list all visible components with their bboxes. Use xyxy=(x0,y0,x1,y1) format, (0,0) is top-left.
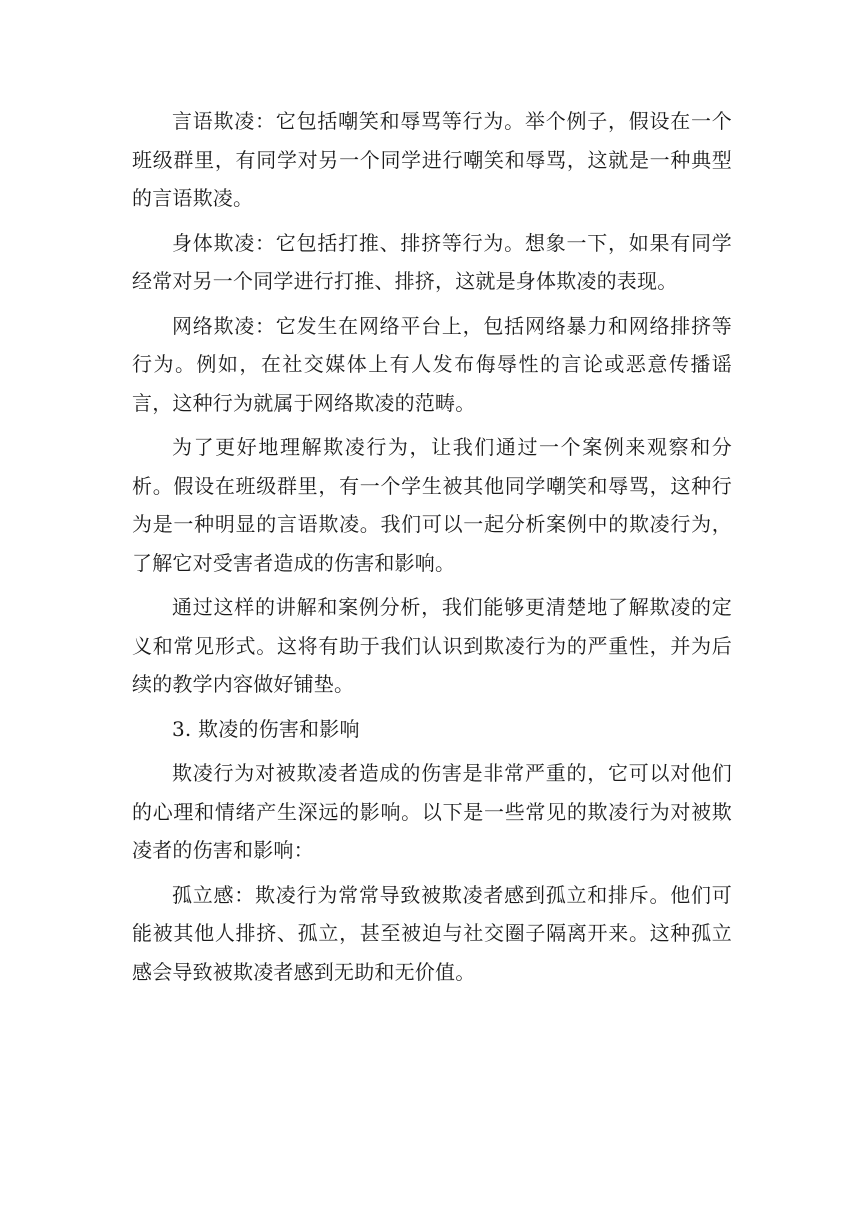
paragraph-isolation: 孤立感：欺凌行为常常导致被欺凌者感到孤立和排斥。他们可能被其他人排挤、孤立，甚至被迫与社交圈子隔离开来。这种孤立感会导致被欺凌者感到无助和无价值。 xyxy=(132,882,732,984)
paragraph-physical-bullying: 身体欺凌：它包括打推、排挤等行为。想象一下，如果有同学经常对另一个同学进行打推、排挤，这就是身体欺凌的表现。 xyxy=(132,230,732,293)
paragraph-summary: 通过这样的讲解和案例分析，我们能够更清楚地了解欺凌的定义和常见形式。这将有助于我们认识到欺凌行为的严重性，并为后续的教学内容做好铺垫。 xyxy=(132,595,732,696)
paragraph-cyber-bullying: 网络欺凌：它发生在网络平台上，包括网络暴力和网络排挤等行为。例如，在社交媒体上有人发布侮辱性的言论或恶意传播谣言，这种行为就属于网络欺凌的范畴。 xyxy=(132,313,732,415)
section-heading: 3. 欺凌的伤害和影响 xyxy=(172,716,360,741)
paragraph-verbal-bullying: 言语欺凌：它包括嘲笑和辱骂等行为。举个例子，假设在一个班级群里，有同学对另一个同学进行嘲笑和辱骂，这就是一种典型的言语欺凌。 xyxy=(132,109,732,210)
paragraph-harm-intro: 欺凌行为对被欺凌者造成的伤害是非常严重的，它可以对他们的心理和情绪产生深远的影响。以下是一些常见的欺凌行为对被欺凌者的伤害和影响： xyxy=(132,761,732,862)
document-page xyxy=(132,102,732,997)
paragraph-case-study: 为了更好地理解欺凌行为，让我们通过一个案例来观察和分析。假设在班级群里，有一个学生被其他同学嘲笑和辱骂，这种行为是一种明显的言语欺凌。我们可以一起分析案例中的欺凌行为，了解它对受害者造成的伤害和影响。 xyxy=(132,435,732,575)
